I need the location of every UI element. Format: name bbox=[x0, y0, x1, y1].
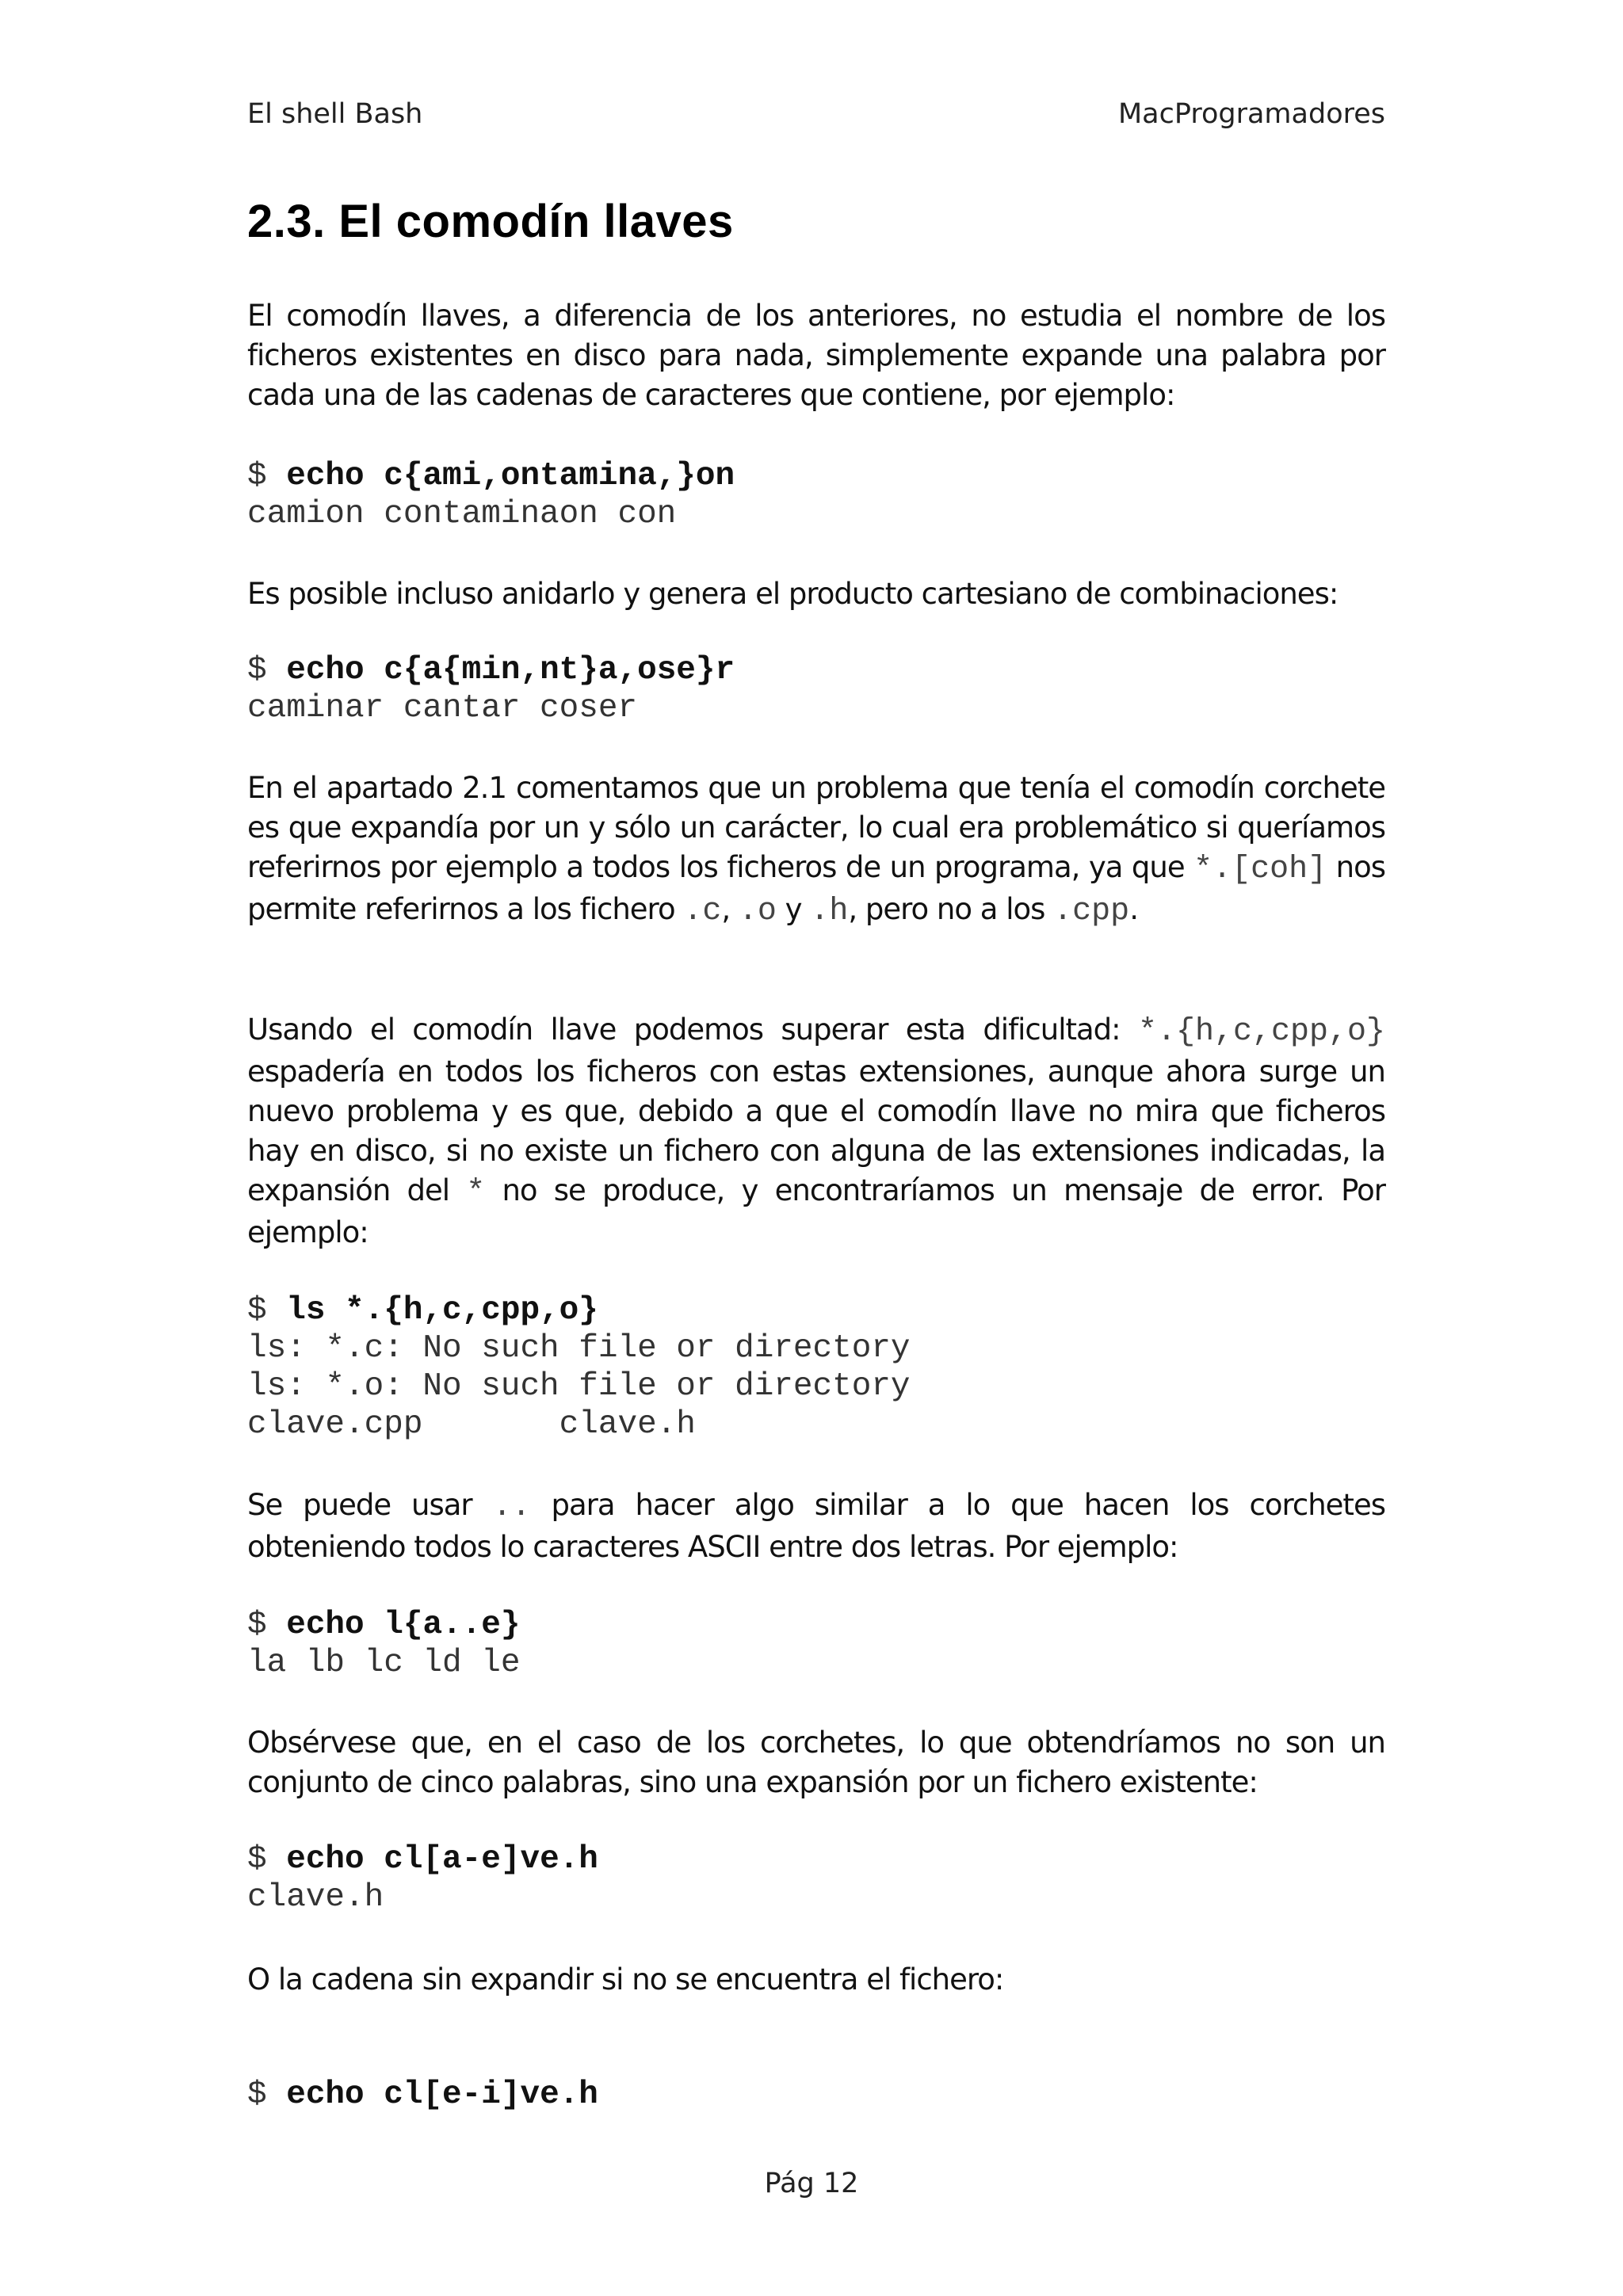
shell-output: la lb lc ld le bbox=[247, 1645, 521, 1681]
inline-code: .c bbox=[683, 894, 722, 929]
inline-code: *.{h,c,cpp,o} bbox=[1137, 1014, 1385, 1050]
shell-prompt: $ bbox=[247, 1607, 287, 1643]
text-run: no se produce, y encontraríamos un mensaje de error. Por ejemplo: bbox=[247, 1173, 1385, 1249]
paragraph-bracket-compare: Obsérvese que, en el caso de los corchetes, lo que obtendríamos no son un conjunto de cinco palabras, sino una expansión por un fichero existente: bbox=[247, 1726, 1385, 1799]
inline-code: .cpp bbox=[1053, 894, 1130, 929]
shell-output-line: clave.cpp clave.h bbox=[247, 1406, 696, 1443]
code-example-3 bbox=[247, 1291, 911, 1444]
shell-prompt: $ bbox=[247, 1292, 287, 1329]
shell-command: echo c{a{min,nt}a,ose}r bbox=[286, 652, 735, 688]
shell-output-line: ls: *.c: No such file or directory bbox=[247, 1330, 911, 1367]
inline-code: *.[coh] bbox=[1193, 852, 1327, 887]
section-title: 2.3. El comodín llaves bbox=[247, 196, 734, 247]
shell-prompt: $ bbox=[247, 652, 287, 688]
running-header-site: MacProgramadores bbox=[1117, 98, 1385, 130]
text-run: . bbox=[1129, 892, 1138, 926]
paragraph-range bbox=[247, 1486, 1385, 1567]
shell-output-line: ls: *.o: No such file or directory bbox=[247, 1368, 911, 1405]
paragraph-no-match: O la cadena sin expandir si no se encuentra el fichero: bbox=[247, 1962, 1004, 1997]
shell-prompt: $ bbox=[247, 458, 287, 494]
text-run: para hacer algo similar a lo que hacen los corchetes obteniendo todos lo caracteres ASCII entre dos letras. Por ejemplo: bbox=[247, 1488, 1385, 1564]
text-run: Se puede usar bbox=[247, 1488, 493, 1522]
shell-output: camion contaminaon con bbox=[247, 496, 677, 532]
shell-output: clave.h bbox=[247, 1879, 384, 1916]
shell-command: echo l{a..e} bbox=[286, 1607, 521, 1643]
code-example-2 bbox=[247, 651, 735, 727]
code-example-4 bbox=[247, 1606, 520, 1682]
text-run: y bbox=[776, 892, 811, 926]
inline-code: * bbox=[466, 1175, 486, 1211]
text-run: , pero no a los bbox=[848, 892, 1054, 926]
shell-output: caminar cantar coser bbox=[247, 690, 638, 727]
running-header-title: El shell Bash bbox=[247, 98, 423, 130]
inline-code: .h bbox=[810, 894, 849, 929]
shell-command: echo cl[e-i]ve.h bbox=[286, 2077, 598, 2113]
paragraph-bracket-problem bbox=[247, 769, 1385, 932]
shell-command: ls *.{h,c,cpp,o} bbox=[286, 1292, 598, 1329]
shell-command: echo c{ami,ontamina,}on bbox=[286, 458, 735, 494]
text-run: , bbox=[721, 892, 739, 926]
text-run: espadería en todos los ficheros con estas extensiones, aunque ahora surge un nuevo problema y es que, debido a que el comodín llave no mira que ficheros hay en disco, si no existe un fichero con alguna de las extensiones indicadas, la expansión del bbox=[247, 1055, 1385, 1207]
text-run: Usando el comodín llave podemos superar esta dificultad: bbox=[247, 1013, 1138, 1047]
inline-code: .o bbox=[738, 894, 777, 929]
code-example-6 bbox=[247, 2076, 598, 2114]
shell-prompt: $ bbox=[247, 2077, 287, 2113]
text-run: nos permite referirnos a los fichero bbox=[247, 850, 1385, 926]
code-example-1 bbox=[247, 457, 735, 533]
code-example-5 bbox=[247, 1840, 598, 1917]
shell-prompt: $ bbox=[247, 1841, 287, 1878]
text-run: En el apartado 2.1 comentamos que un problema que tenía el comodín corchete es que expandía por un y sólo un carácter, lo cual era problemático si queríamos referirnos por ejemplo a todos los ficheros de un programa, ya que bbox=[247, 771, 1385, 884]
inline-code: .. bbox=[492, 1489, 531, 1525]
page-number: Pág 12 bbox=[764, 2168, 859, 2199]
shell-command: echo cl[a-e]ve.h bbox=[286, 1841, 598, 1878]
paragraph-nesting: Es posible incluso anidarlo y genera el producto cartesiano de combinaciones: bbox=[247, 577, 1338, 611]
paragraph-intro: El comodín llaves, a diferencia de los anteriores, no estudia el nombre de los ficheros existentes en disco para nada, simplemente expande una palabra por cada una de las cadenas de caracteres que contiene, por ejemplo: bbox=[247, 299, 1385, 412]
paragraph-brace-solution bbox=[247, 1010, 1385, 1253]
